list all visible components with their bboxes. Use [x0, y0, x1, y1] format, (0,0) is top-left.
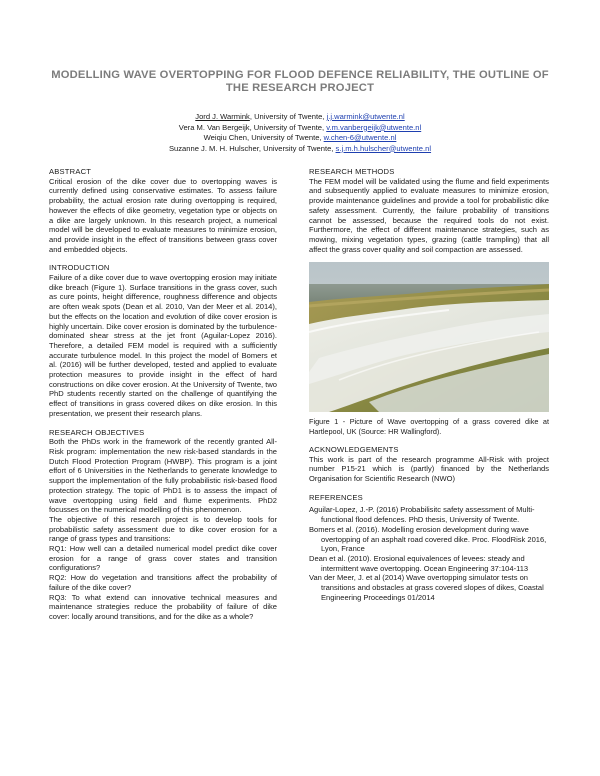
- author-line: [40, 144, 560, 155]
- author-line: [40, 133, 560, 144]
- left-column: [49, 167, 277, 622]
- acknowledgements-text: This work is part of the research programme All-Risk with project number P15-21 which is (partly) financed by the Netherlands Organisation for Scientific Research (NWO): [309, 454, 549, 484]
- figure-caption: Figure 1 - Picture of Wave overtopping of a grass covered dike at Hartlepool, UK (Source: HR Wallingford).: [309, 417, 549, 436]
- research-question-1: RQ1: How well can a detailed numerical model predict dike cover erosion for a range of grass cover states and transition configurations?: [49, 544, 277, 573]
- author-affiliation: , University of Twente,: [249, 122, 327, 132]
- photo-illustration: [309, 262, 549, 412]
- paper-title: MODELLING WAVE OVERTOPPING FOR FLOOD DEFENCE RELIABILITY, THE OUTLINE OF THE RESEARCH PROJECT: [51, 69, 549, 94]
- reference-item: Aguilar-Lopez, J.-P. (2016) Probabilisitc safety assessment of Multi-functional flood defences. PhD thesis, University of Twente.: [309, 505, 535, 525]
- introduction-heading: INTRODUCTION: [49, 263, 110, 273]
- abstract-heading: ABSTRACT: [49, 167, 92, 176]
- acknowledgements-heading: ACKNOWLEDGEMENTS: [309, 444, 399, 454]
- author-email-link[interactable]: j.j.warmink@utwente.nl: [326, 112, 405, 121]
- reference-item: Dean et al. (2010). Erosional equivalences of levees: steady and intermittent wave overtopping. Ocean Engineering 37:104-113: [309, 553, 529, 573]
- author-email-link[interactable]: v.m.vanbergeijk@utwente.nl: [326, 122, 422, 132]
- objectives-heading: RESEARCH OBJECTIVES: [49, 427, 145, 437]
- author-email-link[interactable]: s.j.m.h.hulscher@utwente.nl: [335, 143, 432, 153]
- methods-text: The FEM model will be validated using the flume and field experiments and subsequently applied to evaluate measures to minimize erosion, provide maintenance guidelines and provide a tool for probabilistic dike safety assessment. Currently, the failure probability of transitions cannot be assessed, because the required tools do not exist. Furthermore, the effect of different maintenance strategies, such as mowing, mixing vegetation types, grazing (cattle trampling) that all affect the grass cover quality and soil compaction are assessed.: [309, 176, 549, 254]
- objectives-paragraph: Both the PhDs work in the framework of the recently granted All-Risk program: implementation the new risk-based standards in the Dutch Flood Protection Program (HWBP). This program is a joint effort of 6 Universities in the Netherlands to generate knowledge to support the implementation of the fully probabilistic risk-based flood protection strategy. The topic of PhD1 is to assess the impact of wave overtopping using field and flume experiments. PhD2 focusses on the numerical modelling of this phenomenon.: [49, 437, 277, 515]
- author-affiliation: , University of Twente,: [258, 143, 336, 153]
- wave-overtopping-photo: [309, 262, 549, 412]
- author-email-link[interactable]: w.chen-6@utwente.nl: [323, 133, 397, 142]
- author-name: Suzanne J. M. H. Hulscher: [168, 143, 259, 153]
- author-list: [40, 112, 560, 154]
- author-line: [40, 112, 560, 123]
- author-name: Weiqiu Chen: [203, 133, 247, 142]
- abstract-text: Critical erosion of the dike cover due to overtopping waves is currently defined using conservative estimates. To assess failure probability, the actual erosion rate during overtopping is required, however the effects of dike geometry, vegetation type or objects on a dike are largely unknown. In this research project, a numerical model will be developed to evaluate measures to minimize erosion, and provide insight in the effect of transitions between grass cover and embedded objects.: [49, 176, 277, 254]
- author-affiliation: , University of Twente,: [246, 133, 324, 142]
- research-question-2: RQ2: How do vegetation and transitions affect the probability of failure of the dike cover?: [49, 573, 277, 592]
- reference-item: Van der Meer, J. et al (2014) Wave overtopping simulator tests on transitions and obstacles at grass covered slopes of dikes, Coastal Engineering Proceedings 01/2014: [309, 573, 544, 602]
- introduction-text: Failure of a dike cover due to wave overtopping erosion may initiate dike breach (Figure 1). Surface transitions in the grass cover, such as cure points, height difference, roughness difference and objects are often weak spots (Dean et al. 2010, Van der Meer et al. 2014), but the effects on the location and evolution of dike cover erosion is highly uncertain. Dike cover erosion is dominated by the turbulence-dominated shear stress at the jet front (Aguilar-Lopez 2016). Therefore, a detailed FEM model is required with a sufficiently accurate turbulence model. In this project the model of Bomers et al. (2016) will be further developed, tested and applied to evaluate protection measures to provide insight in the effect of hard constructions on dike cover erosion. At the University of Twente, two PhD students recently started on the challenge of quantifying the effect of transitions in grass covered dikes on dike erosion. In this presentation, we present their research plans.: [49, 273, 277, 418]
- right-column: [309, 167, 549, 602]
- author-name: Vera M. Van Bergeijk: [178, 122, 250, 132]
- research-question-3: RQ3: To what extend can innovative technical measures and maintenance strategies reduce the probability of failure of dike cover: locally around transitions, and for the dike as a whole?: [49, 592, 277, 621]
- objectives-paragraph: The objective of this research project is to develop tools for probabilistic safety assessment due to dike cover erosion for a range of grass types and transitions:: [49, 514, 277, 544]
- author-line: [40, 123, 560, 134]
- reference-item: Bomers et al. (2016). Modelling erosion development during wave overtopping of an asphalt road covered dike. Proc. FloodRisk 2016, Lyon, France: [309, 524, 547, 554]
- author-name: Jord J. Warmink: [195, 112, 250, 121]
- author-affiliation: , University of Twente,: [249, 112, 327, 121]
- references-heading: REFERENCES: [309, 492, 363, 502]
- methods-heading: RESEARCH METHODS: [309, 167, 395, 176]
